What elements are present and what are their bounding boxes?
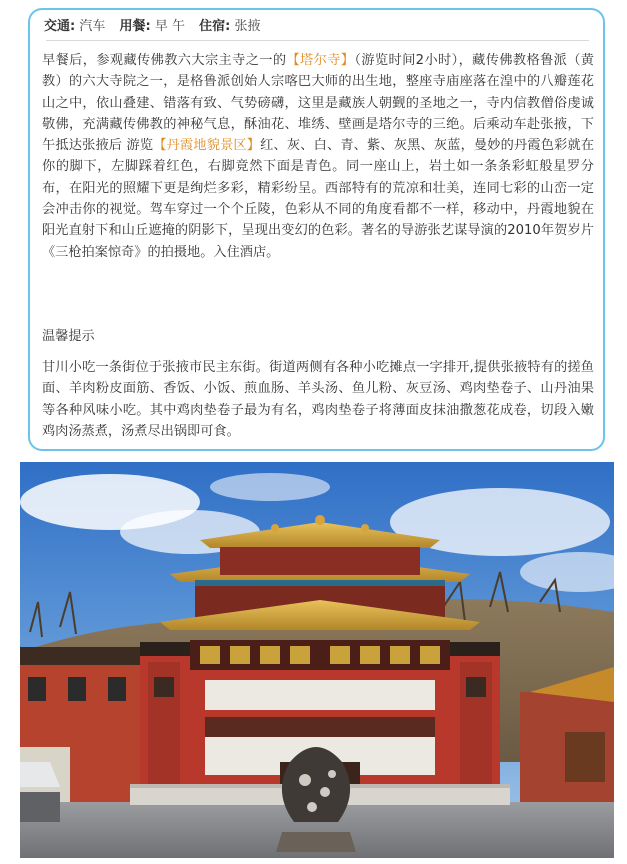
transport-label: 交通: [44,19,76,34]
itinerary-card [28,8,605,451]
tips-title: 温馨提示 [42,329,95,344]
meal-value: 早 午 [154,19,185,34]
temple-photo [20,462,614,858]
white-curtain [205,680,435,710]
incense-burner [276,832,356,852]
itinerary-text-3: 红、灰、白、青、紫、灰黑、灰蓝，曼妙的丹霞色彩就在你的脚下，左脚踩着红色，右脚竟然下面是青色。同一座山上，岩土如一条条彩虹般星罗分布，在阳光的照耀下更是绚烂多彩，精彩纷呈。西部特有的荒凉和壮美，连同七彩的山峦一定会冲击你的视觉。驾车穿过一个个丘陵，色彩从不同的角度看都不一样，移动中，丹霞地貌在阳光直射下和山丘遮掩的阴影下，呈现出变幻的色彩。著名的导游张艺谋导演的2010年贺岁片《三枪拍案惊奇》的拍摄地。入住酒店。 [42,138,595,260]
itinerary-text-2: （游览时间2小时），藏传佛教格鲁派（黄教）的六大寺院之一，是格鲁派创始人宗喀巴大师的出生地，整座寺庙座落在湟中的八瓣莲花山之中，依山叠建、错落有致、气势磅礴，这里是藏族人朝觐的圣地之一，寺内信教僧俗虔诚敬佛，充满藏传佛教的神秘气息，酥油花、堆绣、壁画是塔尔寺的三绝。后乘动车赴张掖，下午抵达张掖后 游览 [42,53,594,154]
tips-paragraph: 甘川小吃一条街位于张掖市民主东街。街道两侧有各种小吃摊点一字排开,提供张掖特有的搓鱼面、羊肉粉皮面筋、香饭、小饭、煎血肠、羊头汤、鱼儿粉、灰豆汤、鸡肉垫卷子、山丹油果等各种风味小吃。其中鸡肉垫卷子最为有名，鸡肉垫卷子将薄面皮抹油撒葱花成卷，切段入嫩鸡肉汤蒸煮，汤煮尽出锅即可食。 [42,360,594,439]
itinerary-text-1: 早餐后，参观藏传佛教六大宗主寺之一的 [42,53,287,68]
transport-value: 汽车 [79,19,106,34]
stay-label: 住宿: [199,19,231,34]
day-info-bar [44,14,260,40]
itinerary-paragraph [42,50,594,263]
stay-value: 张掖 [234,19,261,34]
danxia-highlight: 【丹霞地貌景区】 [153,138,261,154]
meal-label: 用餐: [119,19,151,34]
info-divider [46,40,589,41]
ta-er-temple-highlight: 【塔尔寺】 [286,53,355,68]
